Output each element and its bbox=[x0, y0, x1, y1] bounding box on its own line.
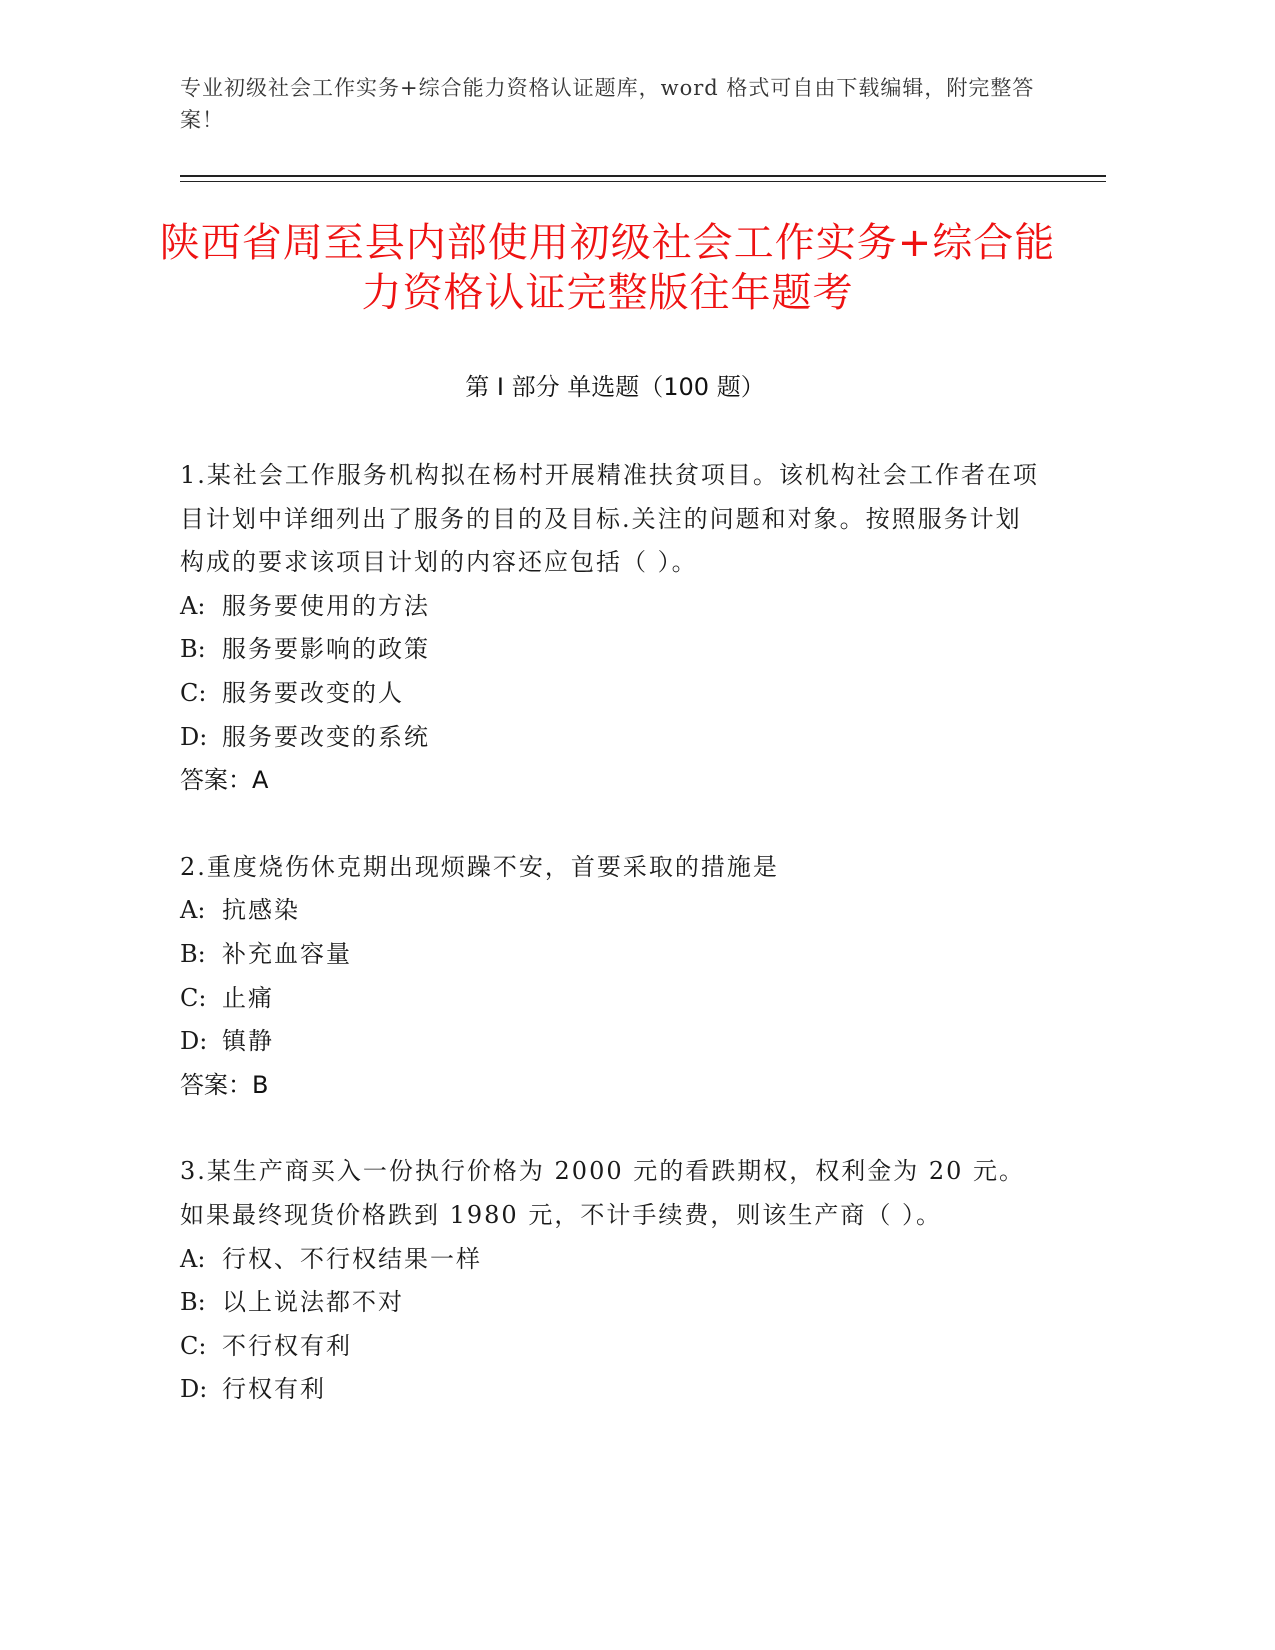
header-note: 专业初级社会工作实务+综合能力资格认证题库，word 格式可自由下载编辑，附完整答案！ bbox=[180, 76, 1035, 132]
option-text: 补充血容量 bbox=[222, 939, 352, 968]
question-1 bbox=[180, 454, 1040, 803]
header-divider-thick bbox=[180, 175, 1106, 177]
option-text: 镇静 bbox=[222, 1027, 274, 1056]
option-key: B: bbox=[180, 1288, 206, 1317]
option-key: A: bbox=[180, 591, 206, 620]
question-list bbox=[180, 454, 1040, 1455]
answer-label: 答案： bbox=[180, 1070, 252, 1099]
option-c bbox=[180, 1325, 1040, 1369]
option-key: A: bbox=[180, 1244, 206, 1273]
option-text: 服务要改变的系统 bbox=[222, 722, 430, 751]
answer-line bbox=[180, 1064, 1040, 1108]
option-a bbox=[180, 1238, 1040, 1282]
question-stem: 3.某生产商买入一份执行价格为 2000 元的看跌期权，权利金为 20 元。如果最终现货价格跌到 1980 元，不计手续费，则该生产商（ ）。 bbox=[180, 1157, 1026, 1229]
question-2 bbox=[180, 846, 1040, 1108]
answer-value: A bbox=[252, 766, 269, 795]
option-text: 行权有利 bbox=[222, 1375, 326, 1404]
document-title: 陕西省周至县内部使用初级社会工作实务+综合能力资格认证完整版往年题考 bbox=[159, 220, 1056, 316]
section-title: 第 I 部分 单选题（100 题） bbox=[465, 373, 765, 401]
option-text: 服务要改变的人 bbox=[222, 678, 404, 707]
option-key: A: bbox=[180, 896, 206, 925]
option-text: 抗感染 bbox=[222, 896, 300, 925]
option-d bbox=[180, 1368, 1040, 1412]
option-b bbox=[180, 1281, 1040, 1325]
option-b bbox=[180, 933, 1040, 977]
option-key: C: bbox=[180, 1331, 207, 1360]
option-c bbox=[180, 672, 1040, 716]
option-text: 止痛 bbox=[222, 983, 274, 1012]
question-stem: 1.某社会工作服务机构拟在杨村开展精准扶贫项目。该机构社会工作者在项目计划中详细列出了服务的目的及目标.关注的问题和对象。按照服务计划构成的要求该项目计划的内容还应包括（ ）。 bbox=[180, 461, 1039, 577]
option-text: 以上说法都不对 bbox=[222, 1288, 404, 1317]
option-key: D: bbox=[180, 1027, 208, 1056]
option-c bbox=[180, 977, 1040, 1021]
option-text: 行权、不行权结果一样 bbox=[222, 1244, 482, 1273]
option-d bbox=[180, 716, 1040, 760]
option-key: C: bbox=[180, 983, 207, 1012]
option-text: 服务要影响的政策 bbox=[222, 635, 430, 664]
option-a bbox=[180, 889, 1040, 933]
option-key: D: bbox=[180, 1375, 208, 1404]
question-stem: 2.重度烧伤休克期出现烦躁不安，首要采取的措施是 bbox=[180, 852, 779, 881]
option-a bbox=[180, 585, 1040, 629]
option-b bbox=[180, 628, 1040, 672]
option-text: 不行权有利 bbox=[222, 1331, 352, 1360]
option-key: B: bbox=[180, 939, 206, 968]
option-d bbox=[180, 1020, 1040, 1064]
question-3 bbox=[180, 1150, 1040, 1412]
option-text: 服务要使用的方法 bbox=[222, 591, 430, 620]
option-key: B: bbox=[180, 635, 206, 664]
answer-label: 答案： bbox=[180, 766, 252, 795]
answer-value: B bbox=[252, 1070, 269, 1099]
answer-line bbox=[180, 759, 1040, 803]
header-divider-thin bbox=[180, 181, 1106, 182]
option-key: C: bbox=[180, 678, 207, 707]
option-key: D: bbox=[180, 722, 208, 751]
